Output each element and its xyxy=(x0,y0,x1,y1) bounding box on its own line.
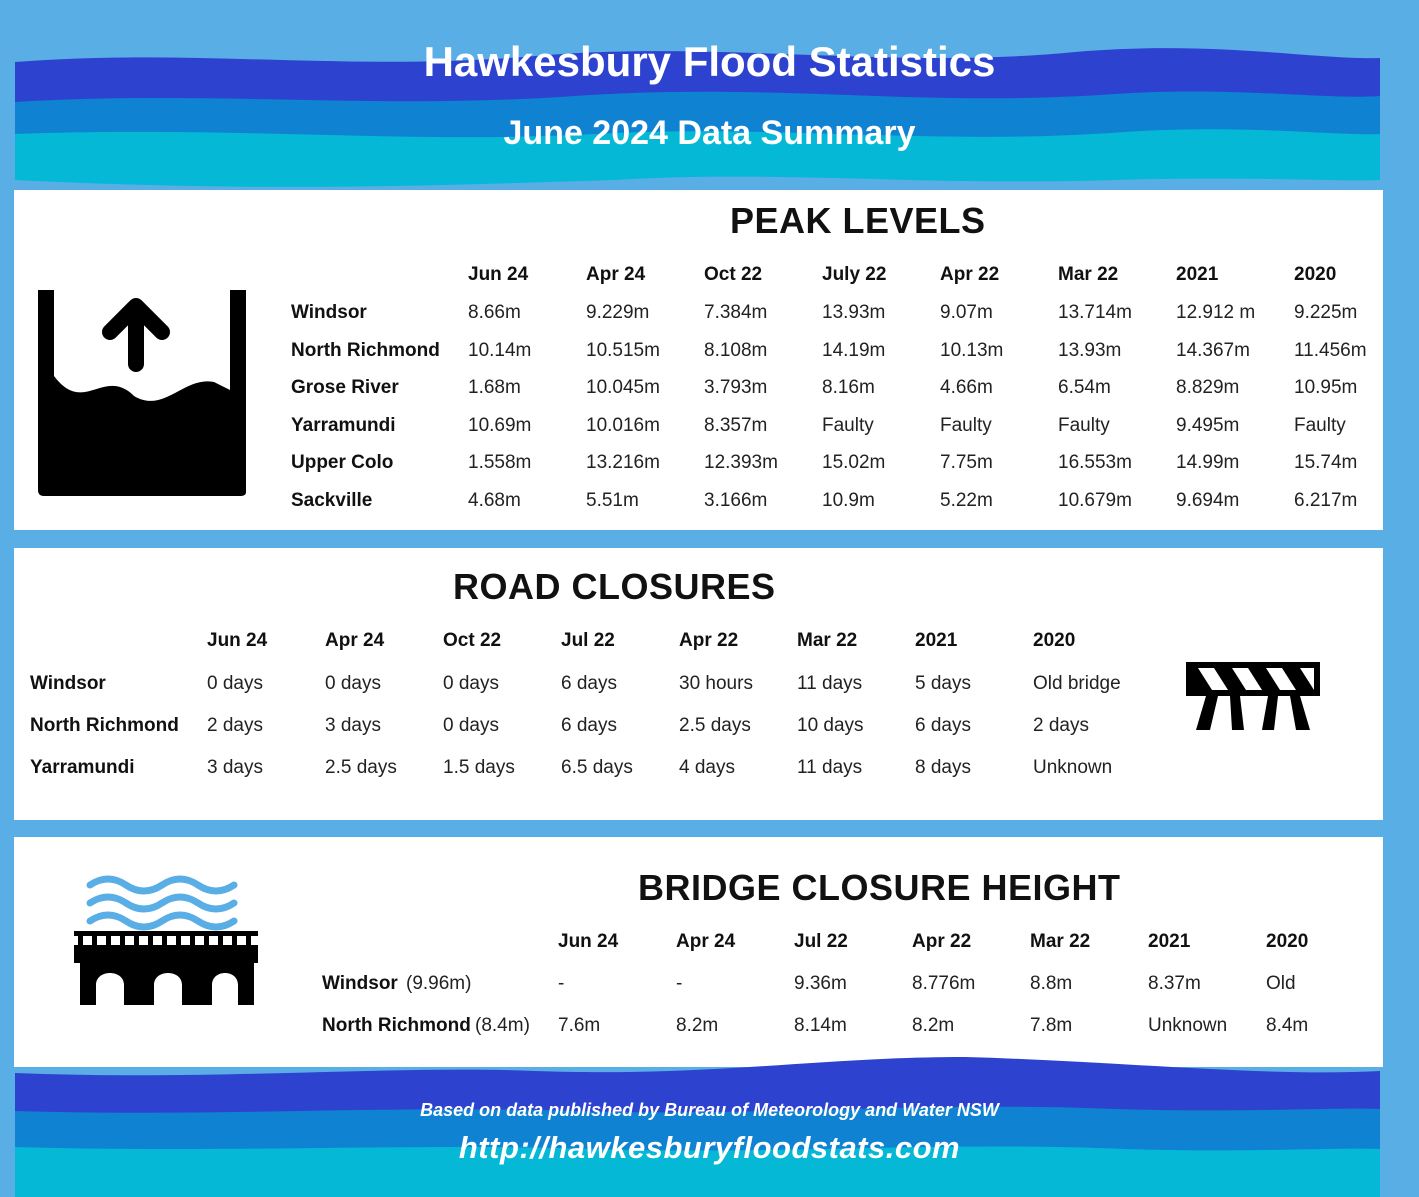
table-cell: 9.225m xyxy=(1294,302,1358,323)
table-cell: 10.13m xyxy=(940,339,1004,361)
table-cell: 0 days xyxy=(443,715,499,736)
table-cell: - xyxy=(676,973,683,994)
table-cell: 8.829m xyxy=(1176,377,1240,398)
column-header: 2021 xyxy=(915,630,958,651)
table-cell: 10.679m xyxy=(1058,489,1132,511)
column-header: Jun 24 xyxy=(558,931,619,952)
table-cell: Old bridge xyxy=(1033,673,1121,694)
table-cell: 14.367m xyxy=(1176,339,1250,361)
table-cell: 6.217m xyxy=(1294,489,1358,511)
column-header: Oct 22 xyxy=(704,264,763,285)
table-cell: 2.5 days xyxy=(679,715,751,736)
table-cell: 10.016m xyxy=(586,414,660,436)
table-cell: 13.93m xyxy=(822,302,886,323)
road-closures-title: ROAD CLOSURES xyxy=(453,566,776,607)
table-cell: Old xyxy=(1266,973,1296,994)
peak-levels-title: PEAK LEVELS xyxy=(730,200,986,241)
table-cell: 11 days xyxy=(797,757,863,778)
bridge-closure-panel xyxy=(14,837,1383,1067)
table-cell: 8.2m xyxy=(912,1015,955,1036)
table-cell: 3.793m xyxy=(704,377,768,398)
column-header: July 22 xyxy=(822,264,887,285)
column-header: Jun 24 xyxy=(207,630,268,651)
row-label-note: (8.4m) xyxy=(475,1015,530,1036)
column-header: 2020 xyxy=(1294,264,1337,285)
table-cell: 8.357m xyxy=(704,414,768,436)
water-level-rising-icon xyxy=(34,286,248,498)
table-cell: 5.51m xyxy=(586,489,639,511)
table-cell: 8.4m xyxy=(1266,1015,1309,1036)
column-header: 2021 xyxy=(1176,264,1219,285)
table-cell: 8.8m xyxy=(1030,973,1073,994)
row-label: Upper Colo xyxy=(291,452,394,473)
footer-url-link[interactable]: http://hawkesburyfloodstats.com xyxy=(458,1130,961,1165)
road-barrier-icon xyxy=(1184,660,1322,732)
column-header: Jul 22 xyxy=(561,630,615,651)
table-cell: 1.68m xyxy=(468,377,521,398)
table-cell: 5 days xyxy=(915,673,971,694)
table-cell: 10 days xyxy=(797,715,864,736)
table-cell: 8.776m xyxy=(912,973,976,994)
table-cell: 14.19m xyxy=(822,339,886,361)
footer-wave-banner xyxy=(15,1055,1380,1197)
table-cell: 8 days xyxy=(915,757,971,778)
table-cell: 3 days xyxy=(325,715,381,736)
table-cell: 10.515m xyxy=(586,339,660,361)
road-closures-panel xyxy=(14,548,1383,820)
table-cell: - xyxy=(558,973,565,994)
column-header: Oct 22 xyxy=(443,630,502,651)
table-cell: 3 days xyxy=(207,757,263,778)
table-cell: 7.384m xyxy=(704,302,768,323)
table-cell: 8.14m xyxy=(794,1015,847,1036)
row-label: North Richmond xyxy=(291,339,440,361)
table-cell: 16.553m xyxy=(1058,452,1132,473)
table-cell: Unknown xyxy=(1033,757,1113,778)
bridge-closure-title: BRIDGE CLOSURE HEIGHT xyxy=(638,867,1121,908)
table-cell: 10.14m xyxy=(468,339,532,361)
row-label: Windsor xyxy=(322,973,398,994)
table-cell: 2 days xyxy=(207,715,263,736)
table-cell: 6 days xyxy=(561,715,617,736)
table-cell: 7.8m xyxy=(1030,1015,1073,1036)
footer-source-text: Based on data published by Bureau of Meteorology and Water NSW xyxy=(420,1100,999,1120)
row-label: Windsor xyxy=(30,673,106,694)
table-cell: 11.456m xyxy=(1294,339,1367,361)
column-header: Apr 24 xyxy=(676,931,736,952)
table-cell: 8.66m xyxy=(468,302,521,323)
column-header: Apr 24 xyxy=(586,264,646,285)
row-label: North Richmond xyxy=(322,1015,471,1036)
table-cell: 10.69m xyxy=(468,414,532,436)
row-label: North Richmond xyxy=(30,715,179,736)
table-cell: 3.166m xyxy=(704,489,768,511)
flooded-bridge-icon xyxy=(72,875,260,1009)
table-cell: 6.54m xyxy=(1058,377,1111,398)
table-cell: 0 days xyxy=(207,673,263,694)
column-header: Mar 22 xyxy=(797,630,858,651)
table-cell: 4.68m xyxy=(468,489,521,511)
row-label: Windsor xyxy=(291,302,367,323)
table-cell: 8.37m xyxy=(1148,973,1201,994)
table-cell: 4 days xyxy=(679,757,735,778)
column-header: Apr 24 xyxy=(325,630,385,651)
table-cell: 0 days xyxy=(325,673,381,694)
table-cell: 13.714m xyxy=(1058,302,1132,323)
table-cell: Faulty xyxy=(940,414,992,436)
table-cell: 0 days xyxy=(443,673,499,694)
table-cell: 8.108m xyxy=(704,339,768,361)
table-cell: Faulty xyxy=(1294,414,1346,436)
table-cell: 2 days xyxy=(1033,715,1089,736)
table-cell: 2.5 days xyxy=(325,757,397,778)
column-header: Apr 22 xyxy=(912,931,972,952)
table-cell: 12.912 m xyxy=(1176,302,1256,323)
table-cell: 10.045m xyxy=(586,377,660,398)
table-cell: 13.216m xyxy=(586,452,660,473)
table-cell: Faulty xyxy=(822,414,874,436)
table-cell: 12.393m xyxy=(704,452,778,473)
table-cell: 8.2m xyxy=(676,1015,719,1036)
column-header: Jun 24 xyxy=(468,264,529,285)
table-cell: 15.74m xyxy=(1294,452,1358,473)
row-label: Grose River xyxy=(291,377,399,398)
table-cell: 30 hours xyxy=(679,673,753,694)
page-subtitle: June 2024 Data Summary xyxy=(503,114,916,152)
column-header: Mar 22 xyxy=(1030,931,1091,952)
table-cell: 1.558m xyxy=(468,452,532,473)
table-cell: 6 days xyxy=(915,715,971,736)
column-header: Apr 22 xyxy=(940,264,1000,285)
column-header: Apr 22 xyxy=(679,630,739,651)
table-cell: 11 days xyxy=(797,673,863,694)
table-cell: 5.22m xyxy=(940,489,993,511)
column-header: Mar 22 xyxy=(1058,264,1119,285)
page-title: Hawkesbury Flood Statistics xyxy=(423,38,996,85)
column-header: 2020 xyxy=(1033,630,1076,651)
row-label: Yarramundi xyxy=(30,757,135,778)
table-cell: 9.694m xyxy=(1176,489,1240,511)
table-cell: 10.9m xyxy=(822,489,875,511)
table-cell: 7.6m xyxy=(558,1015,601,1036)
table-cell: Faulty xyxy=(1058,414,1110,436)
row-label: Sackville xyxy=(291,489,373,511)
row-label-note: (9.96m) xyxy=(406,973,472,994)
table-cell: 9.36m xyxy=(794,973,847,994)
table-cell: 1.5 days xyxy=(443,757,515,778)
table-cell: 6.5 days xyxy=(561,757,633,778)
table-cell: 9.07m xyxy=(940,302,993,323)
table-cell: 6 days xyxy=(561,673,617,694)
table-cell: 14.99m xyxy=(1176,452,1240,473)
table-cell: Unknown xyxy=(1148,1015,1228,1036)
peak-levels-panel xyxy=(14,190,1383,530)
table-cell: 9.229m xyxy=(586,302,650,323)
table-cell: 9.495m xyxy=(1176,414,1240,436)
table-cell: 7.75m xyxy=(940,452,993,473)
column-header: 2020 xyxy=(1266,931,1309,952)
table-cell: 15.02m xyxy=(822,452,886,473)
row-label: Yarramundi xyxy=(291,414,396,436)
table-cell: 8.16m xyxy=(822,377,875,398)
column-header: 2021 xyxy=(1148,931,1191,952)
table-cell: 13.93m xyxy=(1058,339,1122,361)
table-cell: 4.66m xyxy=(940,377,993,398)
table-cell: 10.95m xyxy=(1294,377,1358,398)
column-header: Jul 22 xyxy=(794,931,848,952)
